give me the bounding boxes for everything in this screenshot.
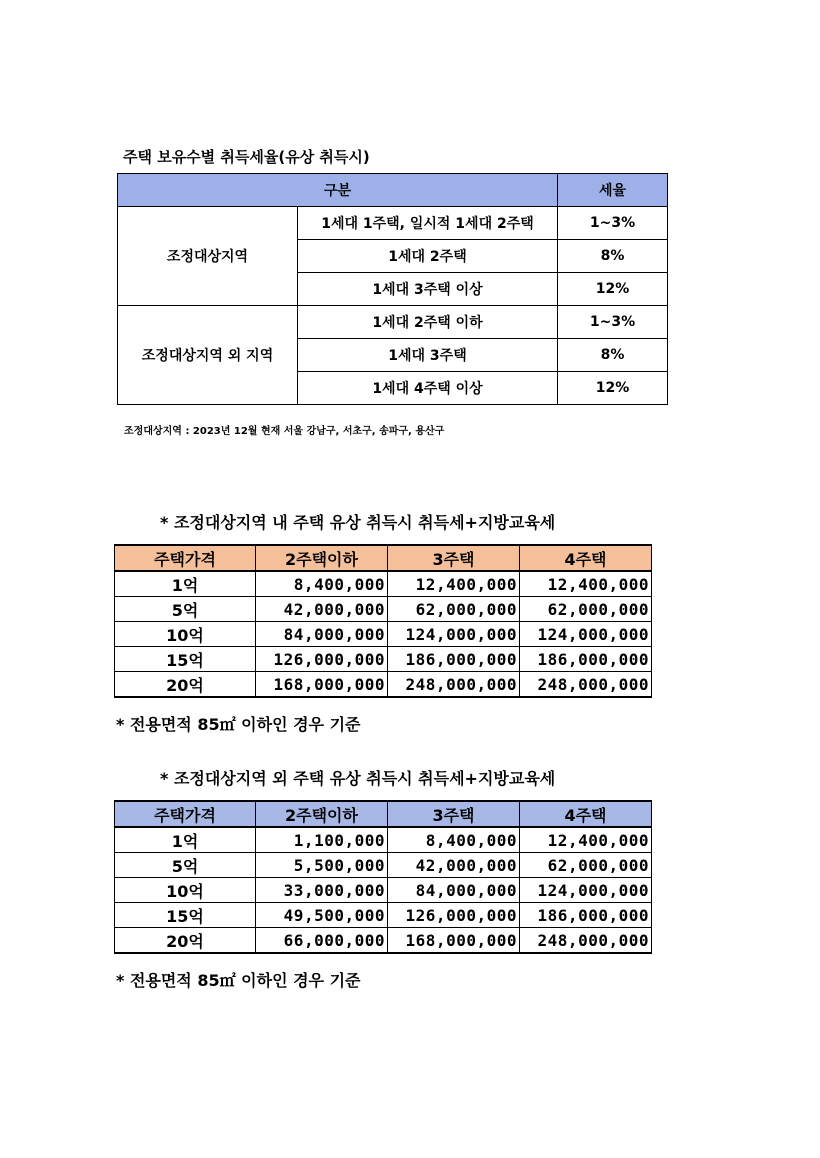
table-row — [115, 928, 652, 954]
value-cell: 124,000,000 — [520, 878, 652, 903]
table2-note: * 전용면적 85㎡ 이하인 경우 기준 — [116, 715, 361, 734]
value-cell: 186,000,000 — [520, 647, 652, 672]
price-cell: 10억 — [115, 878, 256, 903]
value-cell: 42,000,000 — [388, 853, 520, 878]
table-row — [115, 571, 652, 597]
header-cell: 2주택이하 — [256, 545, 388, 571]
rate-cell: 1~3% — [558, 306, 668, 339]
table-header-row — [115, 545, 652, 571]
table1-title: 주택 보유수별 취득세율(유상 취득시) — [123, 148, 370, 166]
table-row — [115, 878, 652, 903]
value-cell: 8,400,000 — [256, 571, 388, 597]
value-cell: 42,000,000 — [256, 597, 388, 622]
price-cell: 20억 — [115, 928, 256, 954]
value-cell: 12,400,000 — [520, 571, 652, 597]
value-cell: 168,000,000 — [256, 672, 388, 698]
rate-cell: 8% — [558, 240, 668, 273]
header-cell: 3주택 — [388, 801, 520, 827]
table-header-row — [115, 801, 652, 827]
value-cell: 12,400,000 — [388, 571, 520, 597]
price-cell: 5억 — [115, 597, 256, 622]
header-cell: 2주택이하 — [256, 801, 388, 827]
value-cell: 12,400,000 — [520, 827, 652, 853]
price-cell: 10억 — [115, 622, 256, 647]
value-cell: 248,000,000 — [520, 672, 652, 698]
value-cell: 168,000,000 — [388, 928, 520, 954]
value-cell: 84,000,000 — [388, 878, 520, 903]
value-cell: 5,500,000 — [256, 853, 388, 878]
table-row — [115, 597, 652, 622]
regulated-area-tax-table — [114, 544, 652, 698]
value-cell: 66,000,000 — [256, 928, 388, 954]
region-cell: 조정대상지역 — [118, 207, 298, 306]
table1-note: 조정대상지역 : 2023년 12월 현재 서울 강남구, 서초구, 송파구, 용산구 — [124, 426, 445, 437]
header-cell: 4주택 — [520, 801, 652, 827]
value-cell: 62,000,000 — [520, 597, 652, 622]
category-cell: 1세대 3주택 이상 — [298, 273, 558, 306]
value-cell: 62,000,000 — [520, 853, 652, 878]
category-cell: 1세대 1주택, 일시적 1세대 2주택 — [298, 207, 558, 240]
table-header-row — [118, 174, 668, 207]
header-rate: 세율 — [558, 174, 668, 207]
value-cell: 124,000,000 — [388, 622, 520, 647]
tax-rate-table — [117, 173, 668, 405]
value-cell: 49,500,000 — [256, 903, 388, 928]
table-row — [118, 207, 668, 240]
region-cell: 조정대상지역 외 지역 — [118, 306, 298, 405]
price-cell: 20억 — [115, 672, 256, 698]
value-cell: 186,000,000 — [388, 647, 520, 672]
table-row — [115, 672, 652, 698]
value-cell: 126,000,000 — [388, 903, 520, 928]
category-cell: 1세대 2주택 — [298, 240, 558, 273]
rate-cell: 8% — [558, 339, 668, 372]
table-row — [115, 903, 652, 928]
category-cell: 1세대 4주택 이상 — [298, 372, 558, 405]
value-cell: 126,000,000 — [256, 647, 388, 672]
category-cell: 1세대 3주택 — [298, 339, 558, 372]
category-cell: 1세대 2주택 이하 — [298, 306, 558, 339]
header-cell: 주택가격 — [115, 545, 256, 571]
rate-cell: 12% — [558, 273, 668, 306]
value-cell: 186,000,000 — [520, 903, 652, 928]
value-cell: 248,000,000 — [388, 672, 520, 698]
value-cell: 62,000,000 — [388, 597, 520, 622]
price-cell: 5억 — [115, 853, 256, 878]
header-cell: 주택가격 — [115, 801, 256, 827]
value-cell: 8,400,000 — [388, 827, 520, 853]
header-category: 구분 — [118, 174, 558, 207]
table-row — [115, 622, 652, 647]
value-cell: 248,000,000 — [520, 928, 652, 954]
value-cell: 1,100,000 — [256, 827, 388, 853]
price-cell: 1억 — [115, 571, 256, 597]
table-row — [115, 647, 652, 672]
table-row — [118, 306, 668, 339]
table3-note: * 전용면적 85㎡ 이하인 경우 기준 — [116, 971, 361, 990]
table-row — [115, 853, 652, 878]
value-cell: 84,000,000 — [256, 622, 388, 647]
price-cell: 15억 — [115, 903, 256, 928]
price-cell: 1억 — [115, 827, 256, 853]
table2-title: * 조정대상지역 내 주택 유상 취득시 취득세+지방교육세 — [160, 513, 556, 532]
table3-title: * 조정대상지역 외 주택 유상 취득시 취득세+지방교육세 — [160, 769, 556, 788]
value-cell: 33,000,000 — [256, 878, 388, 903]
non-regulated-area-tax-table — [114, 800, 652, 954]
rate-cell: 1~3% — [558, 207, 668, 240]
price-cell: 15억 — [115, 647, 256, 672]
value-cell: 124,000,000 — [520, 622, 652, 647]
table-row — [115, 827, 652, 853]
header-cell: 4주택 — [520, 545, 652, 571]
header-cell: 3주택 — [388, 545, 520, 571]
rate-cell: 12% — [558, 372, 668, 405]
